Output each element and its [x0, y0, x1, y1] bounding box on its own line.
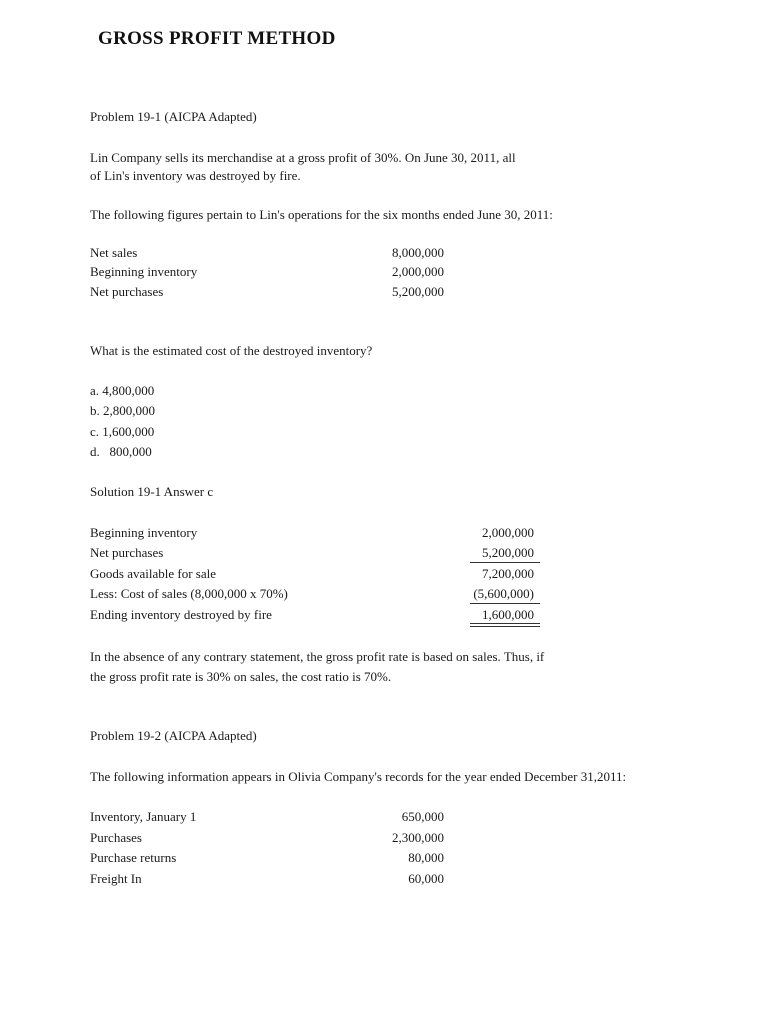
figure-value: 2,000,000: [392, 264, 444, 279]
problem-1-heading: Problem 19-1 (AICPA Adapted): [90, 109, 257, 124]
problem-2-row-label: Freight In: [90, 871, 142, 886]
solution-row-value: 7,200,000: [482, 566, 534, 581]
figure-value: 8,000,000: [392, 245, 444, 260]
total-double-underline-bottom: [470, 626, 540, 627]
problem-1-question: What is the estimated cost of the destroyed inventory?: [90, 343, 373, 358]
solution-row-label: Ending inventory destroyed by fire: [90, 607, 272, 622]
subtotal-underline: [470, 562, 540, 563]
answer-choice: d. 800,000: [90, 444, 152, 459]
solution-row-label: Less: Cost of sales (8,000,000 x 70%): [90, 586, 288, 601]
problem-2-row-value: 650,000: [401, 809, 444, 824]
total-double-underline-top: [470, 623, 540, 624]
problem-1-intro-line-1: Lin Company sells its merchandise at a gross profit of 30%. On June 30, 2011, all: [90, 150, 516, 165]
figure-label: Net purchases: [90, 284, 164, 299]
problem-1-intro-line-2: of Lin's inventory was destroyed by fire.: [90, 168, 301, 183]
answer-choice: c. 1,600,000: [90, 424, 155, 439]
subtotal-underline: [470, 603, 540, 604]
problem-2-intro: The following information appears in Olivia Company's records for the year ended December 31,2011:: [90, 769, 627, 784]
solution-row-label: Beginning inventory: [90, 525, 198, 540]
problem-2-row-label: Inventory, January 1: [90, 809, 197, 824]
solution-1-note-line-1: In the absence of any contrary statement, the gross profit rate is based on sales. Thus, if: [90, 649, 545, 664]
solution-row-value: (5,600,000): [473, 586, 534, 601]
figure-value: 5,200,000: [392, 284, 444, 299]
problem-2-row-value: 60,000: [408, 871, 444, 886]
solution-row-label: Goods available for sale: [90, 566, 216, 581]
page-title: GROSS PROFIT METHOD: [98, 28, 336, 49]
problem-2-row-value: 80,000: [408, 850, 444, 865]
solution-row-value: 5,200,000: [482, 545, 534, 560]
problem-1-figures-intro: The following figures pertain to Lin's operations for the six months ended June 30, 2011:: [90, 207, 553, 222]
solution-row-value: 1,600,000: [482, 607, 534, 622]
answer-choice: b. 2,800,000: [90, 403, 155, 418]
solution-row-value: 2,000,000: [482, 525, 534, 540]
problem-2-row-label: Purchases: [90, 830, 142, 845]
problem-2-row-label: Purchase returns: [90, 850, 177, 865]
figure-label: Beginning inventory: [90, 264, 198, 279]
solution-1-note-line-2: the gross profit rate is 30% on sales, the cost ratio is 70%.: [90, 669, 392, 684]
problem-2-heading: Problem 19-2 (AICPA Adapted): [90, 728, 257, 743]
problem-2-row-value: 2,300,000: [392, 830, 444, 845]
figure-label: Net sales: [90, 245, 138, 260]
solution-1-heading: Solution 19-1 Answer c: [90, 484, 214, 499]
answer-choice: a. 4,800,000: [90, 383, 155, 398]
solution-row-label: Net purchases: [90, 545, 164, 560]
